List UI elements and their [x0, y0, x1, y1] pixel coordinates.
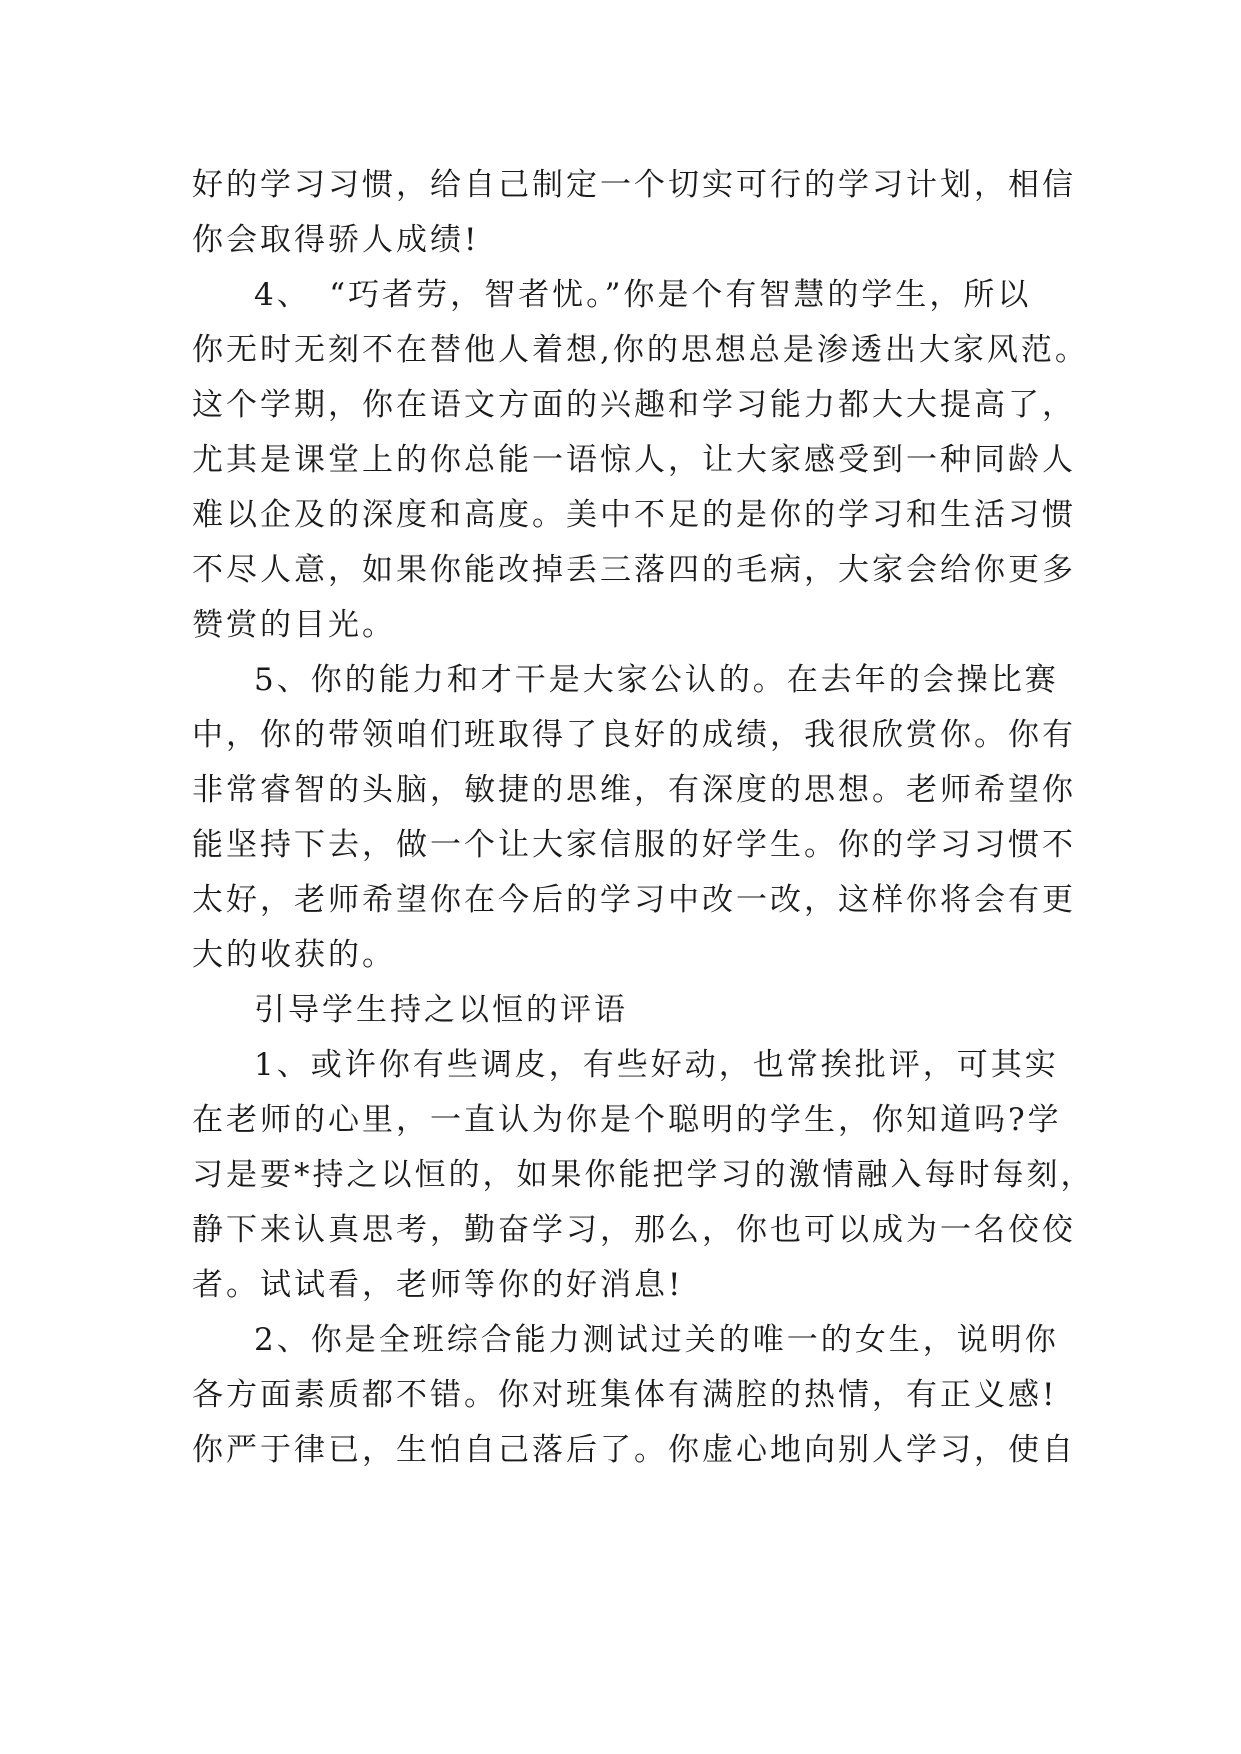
- text-line: 在老师的心里，一直认为你是个聪明的学生，你知道吗?学: [192, 1102, 1062, 1138]
- text-line: 能坚持下去，做一个让大家信服的好学生。你的学习习惯不: [192, 827, 1076, 863]
- text-line: 尤其是课堂上的你总能一语惊人，让大家感受到一种同龄人: [192, 442, 1076, 478]
- text-line: 这个学期，你在语文方面的兴趣和学习能力都大大提高了，: [192, 387, 1076, 423]
- text-line: 静下来认真思考，勤奋学习，那么，你也可以成为一名佼佼: [192, 1212, 1076, 1248]
- section-heading: 引导学生持之以恒的评语: [254, 992, 628, 1028]
- text-line: 赞赏的目光。: [192, 607, 396, 643]
- text-line: 各方面素质都不错。你对班集体有满腔的热情，有正义感!: [192, 1377, 1058, 1413]
- text-line: 中，你的带领咱们班取得了良好的成绩，我很欣赏你。你有: [192, 717, 1076, 753]
- text-line: 太好，老师希望你在今后的学习中改一改，这样你将会有更: [192, 882, 1076, 918]
- text-line: 好的学习习惯，给自己制定一个切实可行的学习计划，相信: [192, 167, 1076, 203]
- text-line: 你无时无刻不在替他人着想,你的思想总是渗透出大家风范。: [192, 332, 1089, 368]
- paragraph-start-line: 1、或许你有些调皮，有些好动，也常挨批评，可其实: [254, 1047, 1059, 1083]
- text-line: 难以企及的深度和高度。美中不足的是你的学习和生活习惯: [192, 497, 1076, 533]
- text-line: 者。试试看，老师等你的好消息!: [192, 1267, 684, 1303]
- text-line: 习是要*持之以恒的，如果你能把学习的激情融入每时每刻，: [192, 1157, 1095, 1193]
- text-line: 大的收获的。: [192, 937, 396, 973]
- text-line: 你会取得骄人成绩!: [192, 222, 480, 258]
- text-line: 非常睿智的头脑，敏捷的思维，有深度的思想。老师希望你: [192, 772, 1076, 808]
- document-body: [192, 158, 1095, 1478]
- paragraph-start-line: 2、你是全班综合能力测试过关的唯一的女生，说明你: [254, 1322, 1059, 1358]
- text-line: 不尽人意，如果你能改掉丢三落四的毛病，大家会给你更多: [192, 552, 1076, 588]
- paragraph-start-line: 4、 “巧者劳，智者忧。”你是个有智慧的学生，所以: [254, 277, 1032, 313]
- paragraph-start-line: 5、你的能力和才干是大家公认的。在去年的会操比赛: [254, 662, 1059, 698]
- text-line: 你严于律已，生怕自己落后了。你虚心地向别人学习，使自: [192, 1432, 1076, 1468]
